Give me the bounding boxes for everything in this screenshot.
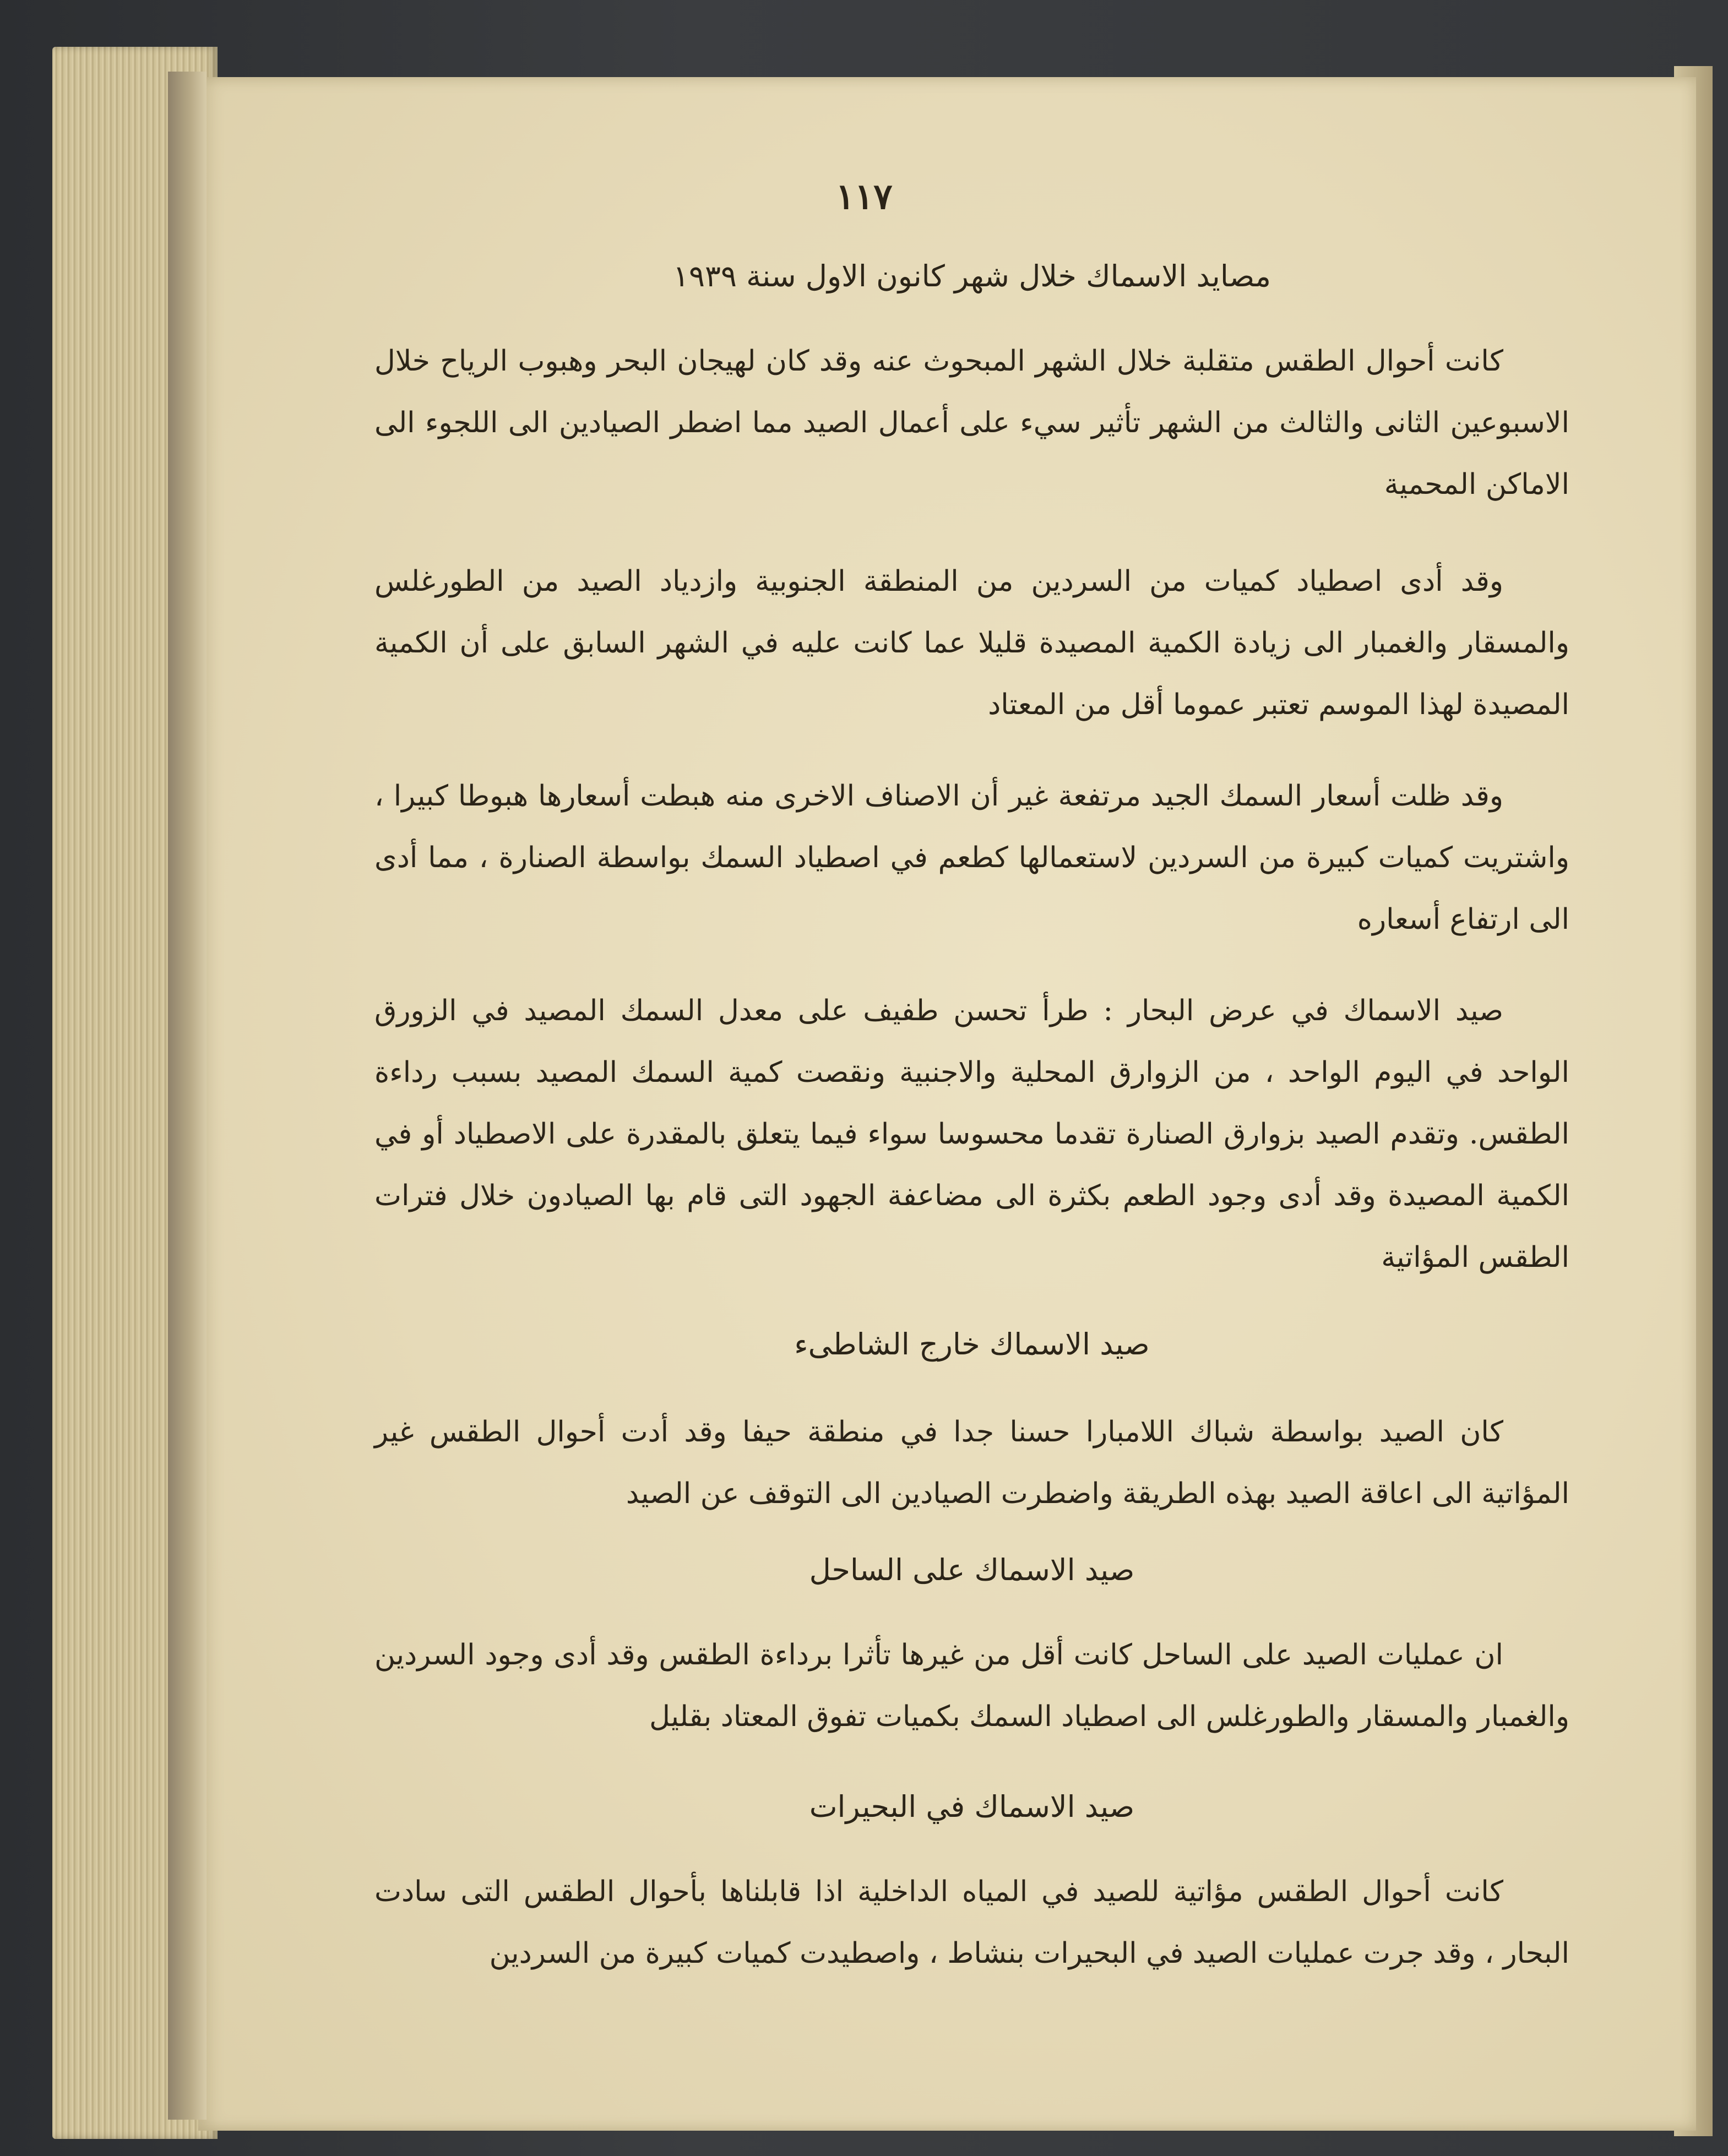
paragraph-text: صيد الاسماك في عرض البحار : طرأ تحسن طفيف على معدل السمك المصيد في الزورق الواحد في اليوم الواحد ، من الزوارق المحلية والاجنبية ونقصت كمية السمك المصيد بسبب رداءة الطقس. وتقدم الصيد بزوارق الصنارة تقدما محسوسا سواء فيما يتعلق بالمقدرة على الاصطياد أو في الكمية المصيدة وقد أدى وجود الطعم بكثرة الى مضاعفة الجهود التى قام بها الصيادون خلال فترات الطقس المؤاتية <box>374 994 1569 1274</box>
section-text-offshore <box>374 1401 1569 1525</box>
book-gutter <box>168 72 207 2120</box>
section-text-lakes <box>374 1861 1569 1984</box>
paragraph-text: ان عمليات الصيد على الساحل كانت أقل من غيرها تأثرا برداءة الطقس وقد أدى وجود السردين والغمبار والمسقار والطورغلس الى اصطياد السمك بكميات تفوق المعتاد بقليل <box>374 1638 1569 1733</box>
section-heading-offshore: صيد الاسماك خارج الشاطىء <box>794 1327 1150 1362</box>
paragraph-text: كان الصيد بواسطة شباك اللامبارا حسنا جدا في منطقة حيفا وقد أدت أحوال الطقس غير المؤاتية الى اعاقة الصيد بهذه الطريقة واضطرت الصيادين الى التوقف عن الصيد <box>374 1415 1569 1510</box>
paragraph-text: كانت أحوال الطقس متقلبة خلال الشهر المبحوث عنه وقد كان لهيجان البحر وهبوب الرياح خلال الاسبوعين الثانى والثالث من الشهر تأثير سيء على أعمال الصيد مما اضطر الصيادين الى اللجوء الى الاماكن المحمية <box>374 345 1569 501</box>
section-heading-lakes: صيد الاسماك في البحيرات <box>809 1789 1135 1824</box>
paragraph-text: كانت أحوال الطقس مؤاتية للصيد في المياه الداخلية اذا قابلناها بأحوال الطقس التى سادت البحار ، وقد جرت عمليات الصيد في البحيرات بنشاط ، واصطيدت كميات كبيرة من السردين <box>374 1875 1569 1970</box>
section-heading-coastal: صيد الاسماك على الساحل <box>809 1553 1135 1587</box>
page-title: مصايد الاسماك خلال شهر كانون الاول سنة ١٩٣٩ <box>672 259 1271 293</box>
paragraph-2 <box>374 551 1569 736</box>
paragraph-4 <box>374 980 1569 1288</box>
paragraph-1 <box>374 330 1569 515</box>
section-text-coastal <box>374 1624 1569 1747</box>
page-number: ١١٧ <box>835 176 893 217</box>
paragraph-text: وقد ظلت أسعار السمك الجيد مرتفعة غير أن الاصناف الاخرى منه هبطت أسعارها هبوطا كبيرا ، واشتريت كميات كبيرة من السردين لاستعمالها كطعم في اصطياد السمك بواسطة الصنارة ، مما أدى الى ارتفاع أسعاره <box>374 780 1569 936</box>
paragraph-3 <box>374 765 1569 950</box>
paragraph-text: وقد أدى اصطياد كميات من السردين من المنطقة الجنوبية وازدياد الصيد من الطورغلس والمسقار والغمبار الى زيادة الكمية المصيدة قليلا عما كانت عليه في الشهر السابق على أن الكمية المصيدة لهذا الموسم تعتبر عموما أقل من المعتاد <box>374 565 1569 721</box>
